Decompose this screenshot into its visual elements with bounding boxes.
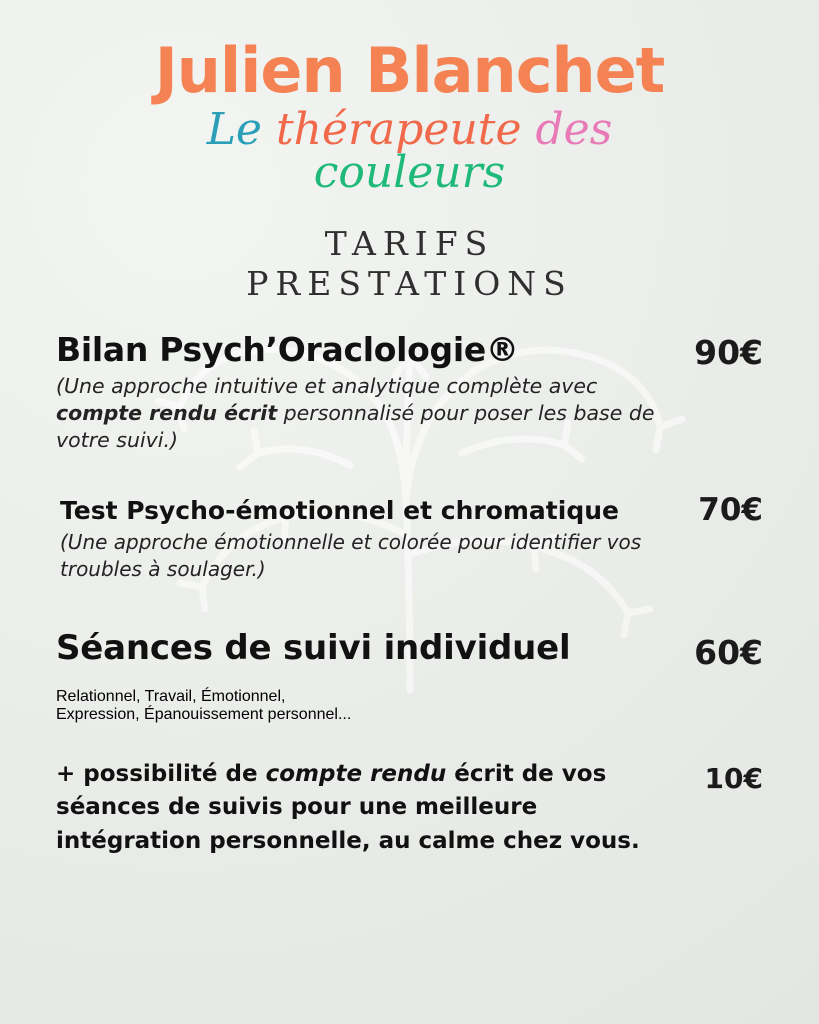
service-price: 60€	[694, 633, 763, 673]
tagline-line-2	[56, 148, 763, 197]
service-title-prefix: + possibilité de	[56, 761, 266, 788]
tagline-word-therapeute: thérapeute	[275, 104, 536, 156]
service-description-line-2: Expression, Épanouissement personnel...	[56, 706, 352, 724]
service-title: Séances de suivi individuel	[56, 628, 571, 669]
services-list	[56, 330, 763, 858]
service-row-compte-rendu	[56, 758, 763, 858]
page-title: Julien Blanchet	[154, 34, 665, 107]
service-title-italic: compte rendu	[265, 761, 447, 788]
service-description	[56, 373, 680, 454]
service-row-bilan	[56, 330, 763, 454]
service-description	[56, 688, 763, 724]
service-title-suffix: écrit de vos séances de suivis pour une meilleure intégration personnelle, au calme chez vous.	[56, 761, 640, 854]
service-price: 90€	[694, 333, 763, 373]
tagline-word-le: Le	[206, 104, 276, 156]
service-description-prefix: (Une approche intuitive et analytique complète avec	[56, 374, 598, 399]
service-price: 70€	[698, 492, 763, 529]
tagline-word-des: des	[535, 104, 613, 156]
service-description-line-1: Relationnel, Travail, Émotionnel,	[56, 688, 286, 706]
section-title-line-1: TARIFS	[324, 223, 495, 263]
service-description-highlight: compte rendu écrit	[56, 401, 278, 426]
service-title: Test Psycho-émotionnel et chromatique	[60, 496, 619, 526]
section-title	[56, 224, 763, 305]
section-title-line-2: PRESTATIONS	[246, 263, 573, 303]
service-title	[56, 758, 656, 858]
service-price: 10€	[704, 762, 763, 796]
service-row-test	[56, 492, 763, 582]
service-row-seances	[56, 628, 763, 672]
service-title: Bilan Psych’Oraclologie®	[56, 330, 519, 370]
service-description: (Une approche émotionnelle et colorée pour identifier vos troubles à soulager.)	[60, 530, 642, 581]
service-description-suffix: personnalisé pour poser les base de votre suivi.)	[56, 401, 655, 453]
tagline-word-couleurs: couleurs	[313, 147, 506, 199]
